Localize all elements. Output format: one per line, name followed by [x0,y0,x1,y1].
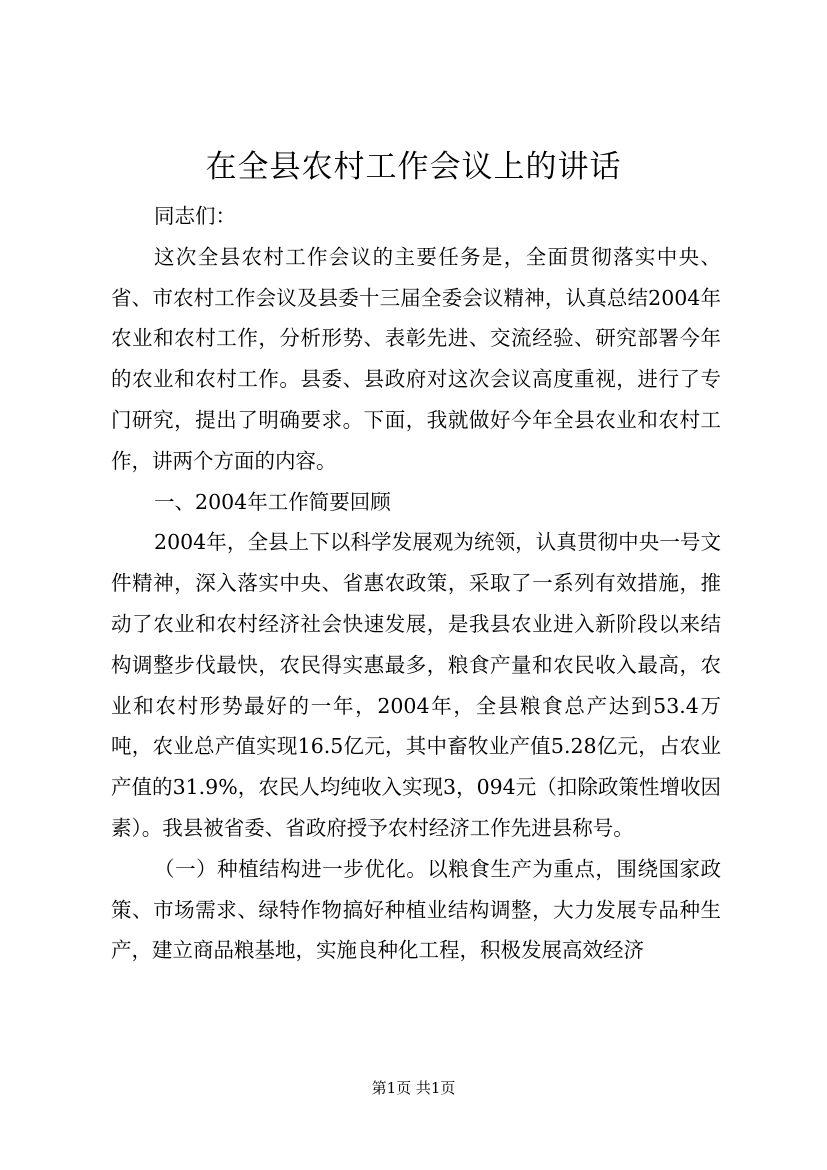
page-footer: 第1页 共1页 [371,1079,456,1097]
document-title: 在全县农村工作会议上的讲话 [205,149,622,185]
salutation: 同志们： [154,204,237,228]
paragraph-intro: 这次全县农村工作会议的主要任务是，全面贯彻落实中央、省、市农村工作会议及县委十三届全委会议精神，认真总结2004年农业和农村工作，分析形势、表彰先进、交流经验、研究部署今年的农业和农村工作。县委、县政府对这次会议高度重视，进行了专门研究，提出了明确要求。下面，我就做好今年全县农业和农村工作，讲两个方面的内容。 [111,244,721,473]
paragraph-review: 2004年，全县上下以科学发展观为统领，认真贯彻中央一号文件精神，深入落实中央、省惠农政策，采取了一系列有效措施，推动了农业和农村经济社会快速发展，是我县农业进入新阶段以来结构调整步伐最快，农民得实惠最多，粮食产量和农民收入最高，农业和农村形势最好的一年，2004年，全县粮食总产达到53.4万吨，农业总产值实现16.5亿元，其中畜牧业产值5.28亿元，占农业产值的31.9%，农民人均纯收入实现3，094元（扣除政策性增收因素）。我县被省委、省政府授予农村经济工作先进县称号。 [111,530,721,840]
document-body [111,196,721,971]
section-heading: 一、2004年工作简要回顾 [154,489,391,514]
paragraph-planting: （一）种植结构进一步优化。以粮食生产为重点，围绕国家政策、市场需求、绿特作物搞好种植业结构调整，大力发展专品种生产，建立商品粮基地，实施良种化工程，积极发展高效经济 [111,856,721,963]
